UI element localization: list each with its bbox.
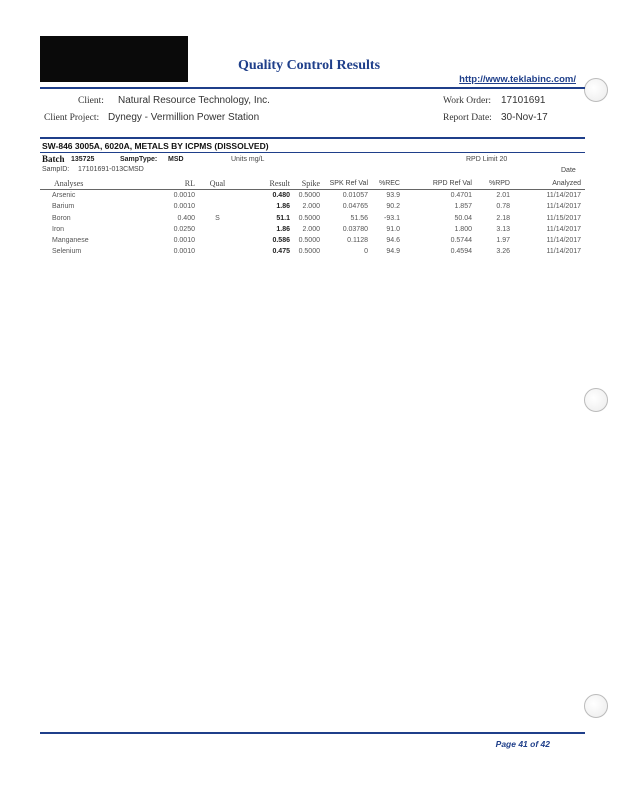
samptype-label: SampType: [120,156,158,163]
col-result: Result [240,178,290,190]
rl-cell: 0.0010 [173,203,195,211]
work-order-label: Work Order: [443,96,492,106]
qual-cell [195,190,240,202]
rec-cell: 93.9 [386,192,400,200]
date-cell: 11/15/2017 [546,214,581,222]
spk-ref-cell: 0.1128 [347,237,368,245]
date-cell: 11/14/2017 [546,192,581,200]
rpd-cell: 3.13 [496,225,510,233]
qual-cell [195,246,240,257]
spike-cell: 0.5000 [298,214,320,222]
rpd-cell: 2.01 [496,192,510,200]
col-qual: Qual [195,178,240,190]
rec-cell: 94.9 [386,248,400,256]
analyte-cell: Arsenic [52,192,76,200]
rpd-ref-cell: 1.800 [454,225,472,233]
rpd-ref-cell: 0.4594 [450,248,472,256]
rpd-cell: 3.26 [496,248,510,256]
spike-cell: 2.000 [302,225,320,233]
analyte-cell: Selenium [52,248,82,256]
table-row [40,246,585,257]
rl-cell: 0.400 [177,214,195,222]
samptype-value: MSD [168,156,184,163]
punch-hole-icon [584,694,608,718]
rl-cell: 0.0010 [173,192,195,200]
result-cell: 1.86 [276,203,290,211]
date-cell: 11/14/2017 [546,248,581,256]
result-cell: 1.86 [276,225,290,233]
col-spk-ref: SPK Ref Val [320,178,368,190]
sampid-label: SampID: [42,166,70,173]
units-label: Units mg/L [231,156,265,163]
col-analyses: Analyses [40,178,135,190]
rpd-ref-cell: 0.4701 [450,192,472,200]
qual-cell [195,224,240,235]
qc-results-table [40,178,585,257]
report-date-label: Report Date: [443,113,492,123]
rec-cell: 91.0 [386,225,400,233]
page-number: Page 41 of 42 [495,739,550,749]
sampid-value: 17101691-013CMSD [78,166,144,173]
report-date-value: 30-Nov-17 [501,112,548,123]
col-spike: Spike [290,178,320,190]
rpd-cell: 0.78 [496,203,510,211]
client-value: Natural Resource Technology, Inc. [118,95,270,106]
col-rpd-ref: RPD Ref Val [400,178,472,190]
work-order-value: 17101691 [501,95,546,106]
rl-cell: 0.0010 [173,248,195,256]
spk-ref-cell: 0.04765 [342,203,368,211]
batch-value: 135725 [71,156,95,163]
table-row [40,201,585,212]
result-cell: 0.480 [272,192,290,200]
spk-ref-cell: 51.56 [350,214,368,222]
rpd-cell: 1.97 [496,237,510,245]
batch-label: Batch [42,154,65,164]
rec-cell: 94.6 [386,237,400,245]
rec-cell: 90.2 [386,203,400,211]
rl-cell: 0.0250 [173,225,195,233]
date-cell: 11/14/2017 [546,203,581,211]
table-header-row [40,178,585,190]
spike-cell: 0.5000 [298,237,320,245]
qual-cell [195,235,240,246]
result-cell: 0.475 [272,248,290,256]
rl-cell: 0.0010 [173,237,195,245]
client-label: Client: [78,96,104,106]
website-link[interactable]: http://www.teklabinc.com/ [459,74,576,85]
rpd-cell: 2.18 [496,214,510,222]
col-rpd: %RPD [472,178,510,190]
analyte-cell: Boron [52,214,71,222]
client-project-value: Dynegy - Vermillion Power Station [108,112,260,123]
analyte-cell: Barium [52,203,75,211]
info-divider [40,137,585,139]
result-cell: 51.1 [276,214,290,222]
spk-ref-cell: 0 [364,248,368,256]
spike-cell: 0.5000 [298,192,320,200]
table-row [40,213,585,224]
col-date: Analyzed [510,178,585,190]
section-divider [40,152,585,153]
col-rec: %REC [368,178,400,190]
rpd-limit: RPD Limit 20 [466,156,508,163]
spk-ref-cell: 0.03780 [342,225,368,233]
table-row [40,224,585,235]
punch-hole-icon [584,78,608,102]
page-title: Quality Control Results [237,58,381,73]
date-cell: 11/14/2017 [546,225,581,233]
date-cell: 11/14/2017 [546,237,581,245]
rpd-ref-cell: 50.04 [454,214,472,222]
spike-cell: 0.5000 [298,248,320,256]
analyte-cell: Manganese [52,237,89,245]
col-rl: RL [135,178,195,190]
punch-hole-icon [584,388,608,412]
table-row [40,190,585,202]
table-row [40,235,585,246]
spk-ref-cell: 0.01057 [342,192,368,200]
analyte-cell: Iron [52,225,65,233]
footer-divider [40,732,585,734]
spike-cell: 2.000 [302,203,320,211]
qual-cell [195,201,240,212]
rpd-ref-cell: 1.857 [454,203,472,211]
client-project-label: Client Project: [44,113,100,123]
rpd-ref-cell: 0.5744 [450,237,472,245]
rec-cell: -93.1 [384,214,400,222]
qual-cell: S [215,214,220,222]
date-header-line1: Date [561,167,576,174]
result-cell: 0.586 [272,237,290,245]
header-divider [40,87,585,89]
section-title: SW-846 3005A, 6020A, METALS BY ICPMS (DISSOLVED) [42,141,269,151]
